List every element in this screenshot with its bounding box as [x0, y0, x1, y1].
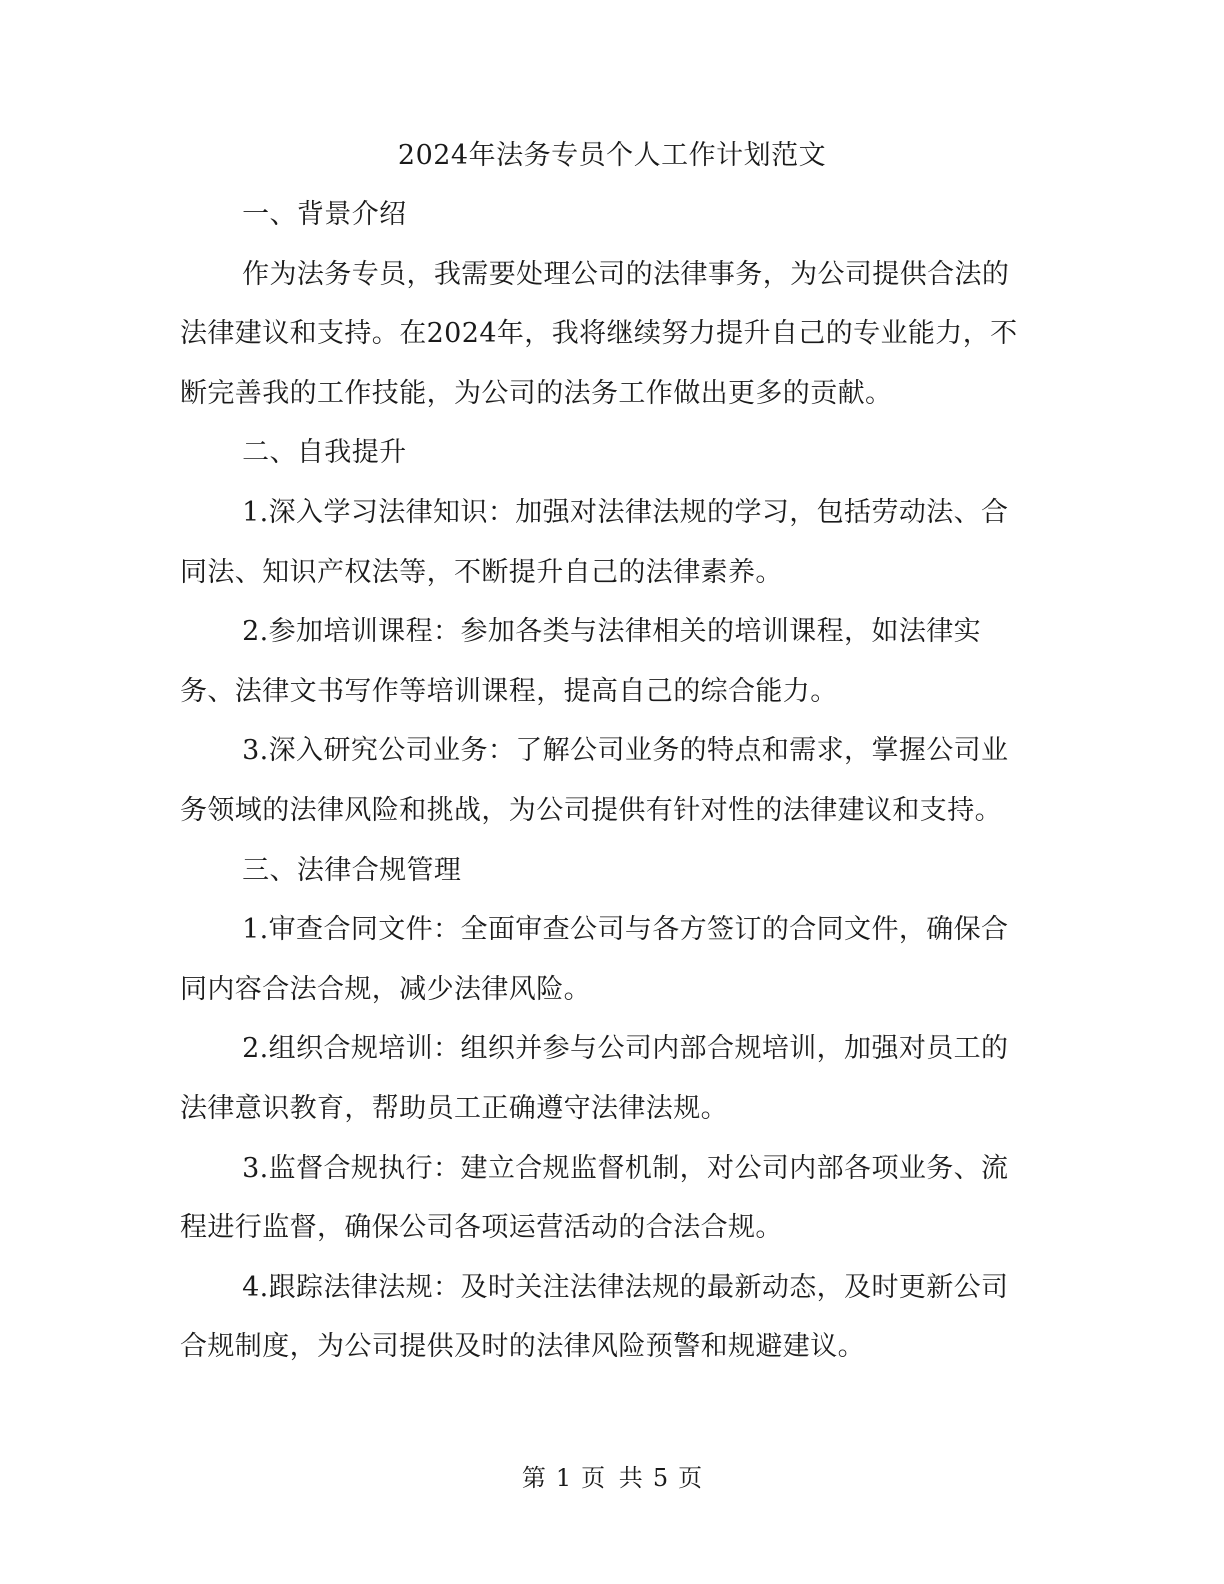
- footer-suffix: 页: [678, 1464, 703, 1492]
- list-item-research-business: 3.深入研究公司业务：了解公司业务的特点和需求，掌握公司业务领域的法律风险和挑战，为公司提供有针对性的法律建议和支持。: [180, 735, 1009, 826]
- section-heading-self-improvement: 二、自我提升: [242, 437, 407, 469]
- list-item-study-law: 1.深入学习法律知识：加强对法律法规的学习，包括劳动法、合同法、知识产权法等，不断提升自己的法律素养。: [180, 496, 1009, 588]
- section-heading-compliance: 三、法律合规管理: [242, 854, 462, 886]
- list-item-training: 2.参加培训课程：参加各类与法律相关的培训课程，如法律实务、法律文书写作等培训课程，提高自己的综合能力。: [180, 616, 982, 707]
- list-item-supervise-compliance: 3.监督合规执行：建立合规监督机制，对公司内部各项业务、流程进行监督，确保公司各项运营活动的合法合规。: [180, 1152, 1009, 1244]
- footer-middle: 页 共: [581, 1464, 643, 1492]
- section-heading-background: 一、背景介绍: [242, 199, 407, 230]
- document-body: [180, 185, 1030, 1377]
- footer-total-pages: 5: [652, 1464, 669, 1492]
- paragraph-background: 作为法务专员，我需要处理公司的法律事务，为公司提供合法的法律建议和支持。在2024年，我将继续努力提升自己的专业能力，不断完善我的工作技能，为公司的法务工作做出更多的贡献。: [180, 258, 1018, 409]
- page-footer: [0, 1460, 1224, 1496]
- list-item-compliance-training: 2.组织合规培训：组织并参与公司内部合规培训，加强对员工的法律意识教育，帮助员工正确遵守法律法规。: [180, 1033, 1009, 1124]
- list-item-review-contracts: 1.审查合同文件：全面审查公司与各方签订的合同文件，确保合同内容合法合规，减少法律风险。: [180, 914, 1009, 1005]
- list-item-track-regulations: 4.跟踪法律法规：及时关注法律法规的最新动态，及时更新公司合规制度，为公司提供及时的法律风险预警和规避建议。: [180, 1271, 1009, 1363]
- document-title: 2024年法务专员个人工作计划范文: [397, 140, 827, 171]
- footer-prefix: 第: [521, 1464, 546, 1492]
- footer-page-number: 1: [555, 1464, 572, 1492]
